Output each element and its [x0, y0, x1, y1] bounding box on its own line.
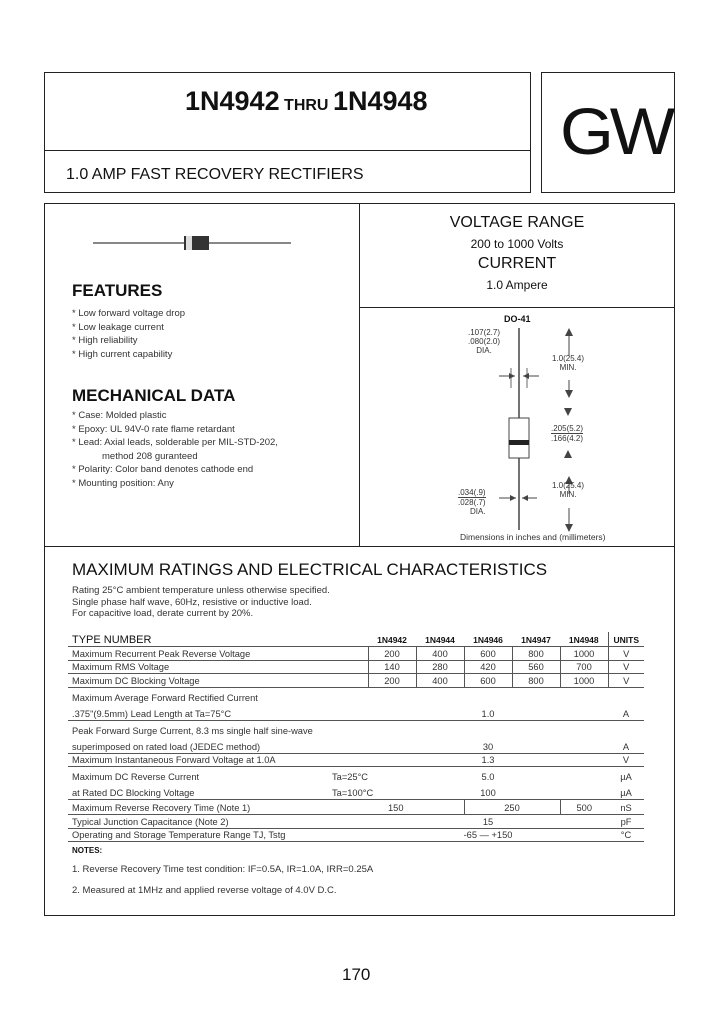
- dim-text: .028(.7): [458, 498, 486, 507]
- dim-text: MIN.: [559, 490, 577, 499]
- mechanical-item: * Lead: Axial leads, solderable per MIL-STD-202,: [72, 437, 278, 449]
- value-cell: 200: [368, 674, 416, 688]
- unit-cell: A: [608, 737, 644, 754]
- value-cell: 150: [368, 800, 464, 815]
- condition-line: Single phase half wave, 60Hz, resistive or inductive load.: [72, 596, 312, 608]
- dim-top-length: [552, 354, 584, 372]
- mechanical-list: [72, 409, 278, 491]
- part-number-header: 1N4948: [560, 632, 608, 647]
- value-cell: 30: [368, 737, 608, 754]
- header-divider: [44, 150, 531, 151]
- unit-cell: nS: [608, 800, 644, 815]
- table-row: [68, 767, 644, 784]
- features-heading: FEATURES: [72, 281, 163, 300]
- table-row: [68, 800, 644, 815]
- ratings-table: [68, 632, 644, 842]
- table-row: [68, 674, 644, 688]
- page-number: 170: [342, 965, 371, 984]
- mechanical-item: method 208 guranteed: [102, 450, 198, 462]
- mechanical-item: * Polarity: Color band denotes cathode end: [72, 464, 254, 476]
- table-row: [68, 687, 644, 704]
- value-cell: 5.0: [481, 772, 495, 782]
- part-title: [185, 86, 428, 117]
- unit-cell: °C: [608, 828, 644, 842]
- dim-text: 1.0(25.4): [552, 354, 585, 363]
- part-from: 1N4942: [185, 86, 280, 116]
- value-cell: 280: [416, 660, 464, 674]
- unit-cell: V: [608, 753, 644, 767]
- value-cell: 400: [416, 674, 464, 688]
- unit-cell: µA: [620, 772, 632, 782]
- thru-label: THRU: [284, 97, 329, 114]
- param-label: Maximum Recurrent Peak Reverse Voltage: [68, 647, 368, 661]
- condition-line: For capacitive load, derate current by 20%.: [72, 608, 254, 619]
- table-row: [68, 737, 644, 754]
- current-value: 1.0 Ampere: [486, 278, 548, 292]
- table-row: [68, 647, 644, 661]
- features-list: [72, 307, 185, 361]
- mechanical-item: * Case: Molded plastic: [72, 410, 167, 421]
- value-cell: 1000: [560, 647, 608, 661]
- table-row: [68, 753, 644, 767]
- ratings-heading: MAXIMUM RATINGS AND ELECTRICAL CHARACTERISTICS: [72, 560, 548, 579]
- value-cell: 200: [368, 647, 416, 661]
- note-item: 1. Reverse Recovery Time test condition: IF=0.5A, IR=1.0A, IRR=0.25A: [72, 864, 374, 875]
- dim-wire-dia: [458, 488, 486, 516]
- param-label: Maximum Average Forward Rectified Current: [72, 692, 258, 703]
- dim-text: .034(.9): [458, 488, 486, 497]
- value-cell: 140: [368, 660, 416, 674]
- dim-body-length: [551, 424, 583, 443]
- dim-text: .205(5.2): [551, 424, 584, 433]
- value-cell: 400: [416, 647, 464, 661]
- table-row: [68, 828, 644, 842]
- value-cell: -65 — +150: [368, 828, 608, 842]
- note-item: 2. Measured at 1MHz and applied reverse voltage of 4.0V D.C.: [72, 885, 337, 896]
- dim-text: .080(2.0): [468, 337, 501, 346]
- feature-item: * Low forward voltage drop: [72, 308, 186, 319]
- diode-cathode-band: [186, 236, 192, 250]
- param-label: Maximum DC Blocking Voltage: [68, 674, 368, 688]
- unit-cell: pF: [608, 815, 644, 829]
- feature-item: * High reliability: [72, 335, 138, 347]
- unit-cell: V: [608, 660, 644, 674]
- value-cell: 800: [512, 647, 560, 661]
- param-label-text: at Rated DC Blocking Voltage: [72, 788, 195, 798]
- value-cell: 500: [560, 800, 608, 815]
- value-cell: 1.0: [368, 704, 608, 721]
- table-row: [68, 660, 644, 674]
- param-label-text: Maximum DC Reverse Current: [72, 772, 200, 782]
- part-number-header: 1N4946: [464, 632, 512, 647]
- condition-text: Ta=100°C: [332, 788, 374, 798]
- dim-text: DIA.: [470, 507, 486, 516]
- table-row: [68, 815, 644, 829]
- unit-cell: [608, 687, 644, 704]
- subtitle: 1.0 AMP FAST RECOVERY RECTIFIERS: [66, 166, 364, 183]
- dim-text: DIA.: [476, 346, 492, 355]
- dim-lead-dia: [468, 328, 500, 355]
- unit-cell: V: [608, 647, 644, 661]
- param-label: superimposed on rated load (JEDEC method): [68, 737, 368, 754]
- part-number-header: 1N4944: [416, 632, 464, 647]
- mechanical-item: * Mounting position: Any: [72, 477, 174, 489]
- brand-logo: GW: [560, 94, 671, 168]
- table-row: [68, 704, 644, 721]
- part-number-header: 1N4942: [368, 632, 416, 647]
- value-cell: 560: [512, 660, 560, 674]
- param-label: [68, 767, 368, 784]
- param-label: [68, 783, 374, 800]
- mechanical-item: * Epoxy: UL 94V-0 rate flame retardant: [72, 423, 235, 435]
- param-label: Peak Forward Surge Current, 8.3 ms single half sine-wave: [72, 725, 313, 736]
- value-cell: 250: [464, 800, 560, 815]
- param-label: Maximum Reverse Recovery Time (Note 1): [68, 800, 368, 815]
- unit-cell: A: [608, 704, 644, 721]
- value-cell: 600: [464, 647, 512, 661]
- value-cell: 800: [512, 674, 560, 688]
- unit-cell: [608, 720, 644, 737]
- value-cell: 420: [464, 660, 512, 674]
- param-label: Typical Junction Capacitance (Note 2): [68, 815, 368, 829]
- condition-text: Ta=25°C: [332, 772, 369, 782]
- voltage-value: 200 to 1000 Volts: [470, 237, 564, 251]
- type-number-label: TYPE NUMBER: [68, 632, 368, 647]
- units-header: UNITS: [608, 632, 644, 647]
- value-cell: 1000: [560, 674, 608, 688]
- dim-text: 1.0(25.4): [552, 481, 585, 490]
- value-cell: 15: [368, 815, 608, 829]
- param-label: .375"(9.5mm) Lead Length at Ta=75°C: [68, 704, 368, 721]
- value-cell: 1.3: [368, 753, 608, 767]
- part-to: 1N4948: [332, 86, 428, 116]
- condition-line: Rating 25°C ambient temperature unless otherwise specified.: [72, 585, 330, 596]
- table-row: [68, 720, 644, 737]
- value-cell: 700: [560, 660, 608, 674]
- value-cell: 100: [368, 783, 608, 800]
- dim-bottom-length: [552, 481, 584, 499]
- dim-text: .166(4.2): [551, 434, 584, 443]
- part-number-header: 1N4947: [512, 632, 560, 647]
- param-label: Maximum Instantaneous Forward Voltage at 1.0A: [68, 753, 368, 767]
- unit-cell: V: [608, 674, 644, 688]
- unit-cell: µA: [608, 783, 644, 800]
- notes-heading: NOTES:: [72, 846, 103, 855]
- package-drawing: [359, 308, 675, 546]
- dim-text: MIN.: [559, 363, 577, 372]
- dimensions-note: Dimensions in inches and (millimeters): [460, 532, 606, 542]
- current-heading: CURRENT: [477, 255, 557, 272]
- table-row: [68, 783, 644, 800]
- conditions: [72, 585, 330, 620]
- package-name: DO-41: [504, 314, 531, 324]
- dim-text: .107(2.7): [468, 328, 501, 337]
- mechanical-heading: MECHANICAL DATA: [72, 386, 236, 405]
- feature-item: * High current capability: [72, 348, 173, 360]
- param-label: Maximum RMS Voltage: [68, 660, 368, 674]
- param-label: Operating and Storage Temperature Range TJ, Tstg: [68, 828, 368, 842]
- voltage-heading: VOLTAGE RANGE: [449, 214, 585, 231]
- value-cell: 600: [464, 674, 512, 688]
- table-header-row: [68, 632, 644, 647]
- feature-item: * Low leakage current: [72, 321, 164, 333]
